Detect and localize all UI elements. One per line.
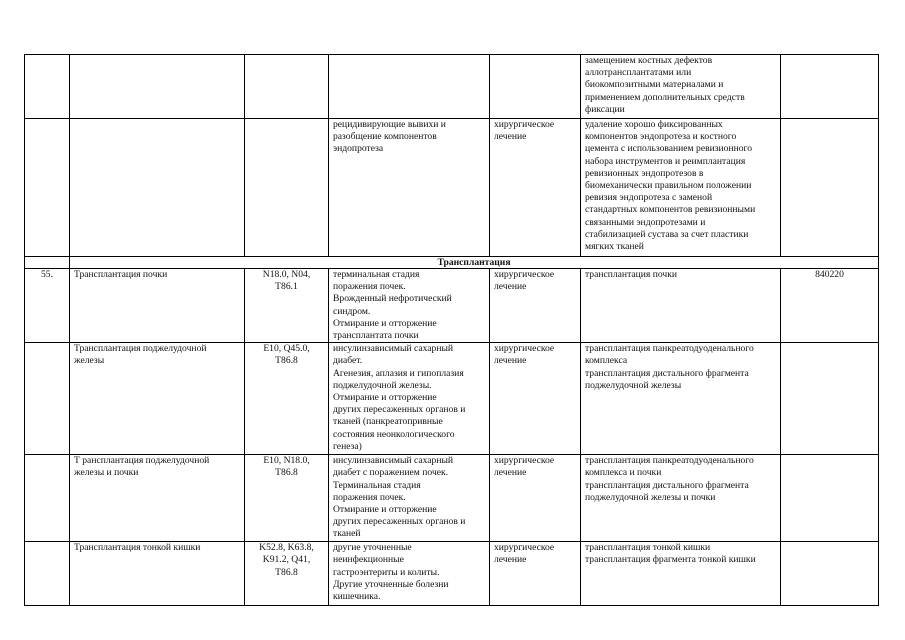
- patient-model-cell: инсулинзависимый сахарный диабет с поражением почек. Терминальная стадия поражения почек. Отмирание и отторжение других пересаженных органов и тканей: [329, 455, 490, 542]
- table-row: [25, 55, 879, 119]
- procedure-name-cell: Т рансплантация поджелудочной железы и почки: [70, 455, 245, 542]
- patient-model-cell: [329, 55, 490, 119]
- price-cell: [781, 343, 879, 455]
- table-row: [25, 343, 879, 455]
- procedure-name-cell: [70, 119, 245, 257]
- row-number-cell: [25, 455, 70, 542]
- treatment-method-cell: замещением костных дефектов аллотрансплантатами или биокомпозитными материалами и применением дополнительных средств фиксации: [581, 55, 781, 119]
- icd-code-cell: K52.8, K63.8, K91.2, Q41, T86.8: [245, 542, 329, 606]
- price-cell: [781, 55, 879, 119]
- treatment-type-cell: хирургическое лечение: [490, 119, 581, 257]
- treatment-type-cell: хирургическое лечение: [490, 269, 581, 343]
- table-row: [25, 542, 879, 606]
- icd-code-cell: N18.0, N04, T86.1: [245, 269, 329, 343]
- treatment-method-cell: трансплантация почки: [581, 269, 781, 343]
- price-cell: [781, 542, 879, 606]
- price-cell: [781, 455, 879, 542]
- patient-model-cell: другие уточненные неинфекционные гастроэнтериты и колиты. Другие уточненные болезни кишечника.: [329, 542, 490, 606]
- procedure-name-cell: Трансплантация тонкой кишки: [70, 542, 245, 606]
- treatment-method-cell: трансплантация тонкой кишки трансплантация фрагмента тонкой кишки: [581, 542, 781, 606]
- icd-code-cell: E10, Q45.0, T86.8: [245, 343, 329, 455]
- icd-code-cell: E10, N18.0, T86.8: [245, 455, 329, 542]
- table-row: [25, 455, 879, 542]
- price-cell: 840220: [781, 269, 879, 343]
- table-row: [25, 119, 879, 257]
- patient-model-cell: терминальная стадия поражения почек. Врожденный нефротический синдром. Отмирание и отторжение трансплантата почки: [329, 269, 490, 343]
- treatment-method-cell: удаление хорошо фиксированных компонентов эндопротеза и костного цемента с использованием ревизионного набора инструментов и реимплантация ревизионных эндопротезов в биомеханически правильном положении ревизия эндопротеза с заменой стандартных компонентов ревизионными связанными эндопротезами и стабилизацией сустава за счет пластики мягких тканей: [581, 119, 781, 257]
- treatment-method-cell: трансплантация панкреатодуоденального комплекса трансплантация дистального фрагмента поджелудочной железы: [581, 343, 781, 455]
- document-page: [24, 54, 878, 606]
- treatment-method-cell: трансплантация панкреатодуоденального комплекса и почки трансплантация дистального фрагмента поджелудочной железы и почки: [581, 455, 781, 542]
- procedure-name-cell: [70, 55, 245, 119]
- section-title: Трансплантация: [70, 257, 879, 269]
- section-num-cell: [25, 257, 70, 269]
- price-cell: [781, 119, 879, 257]
- procedure-name-cell: Трансплантация почки: [70, 269, 245, 343]
- treatment-type-cell: хирургическое лечение: [490, 542, 581, 606]
- icd-code-cell: [245, 55, 329, 119]
- row-number-cell: [25, 343, 70, 455]
- icd-code-cell: [245, 119, 329, 257]
- patient-model-cell: инсулинзависимый сахарный диабет. Агенезия, аплазия и гипоплазия поджелудочной железы. Отмирание и отторжение других пересаженных органов и тканей (панкреатопривные состояния неонкологического генеза): [329, 343, 490, 455]
- treatment-type-cell: хирургическое лечение: [490, 343, 581, 455]
- row-number-cell: [25, 55, 70, 119]
- procedure-name-cell: Трансплантация поджелудочной железы: [70, 343, 245, 455]
- row-number-cell: [25, 542, 70, 606]
- section-row: [25, 257, 879, 269]
- table-row: [25, 269, 879, 343]
- patient-model-cell: рецидивирующие вывихи и разобщение компонентов эндопротеза: [329, 119, 490, 257]
- row-number-cell: 55.: [25, 269, 70, 343]
- treatment-type-cell: [490, 55, 581, 119]
- treatment-type-cell: хирургическое лечение: [490, 455, 581, 542]
- procedures-table: [24, 54, 879, 606]
- row-number-cell: [25, 119, 70, 257]
